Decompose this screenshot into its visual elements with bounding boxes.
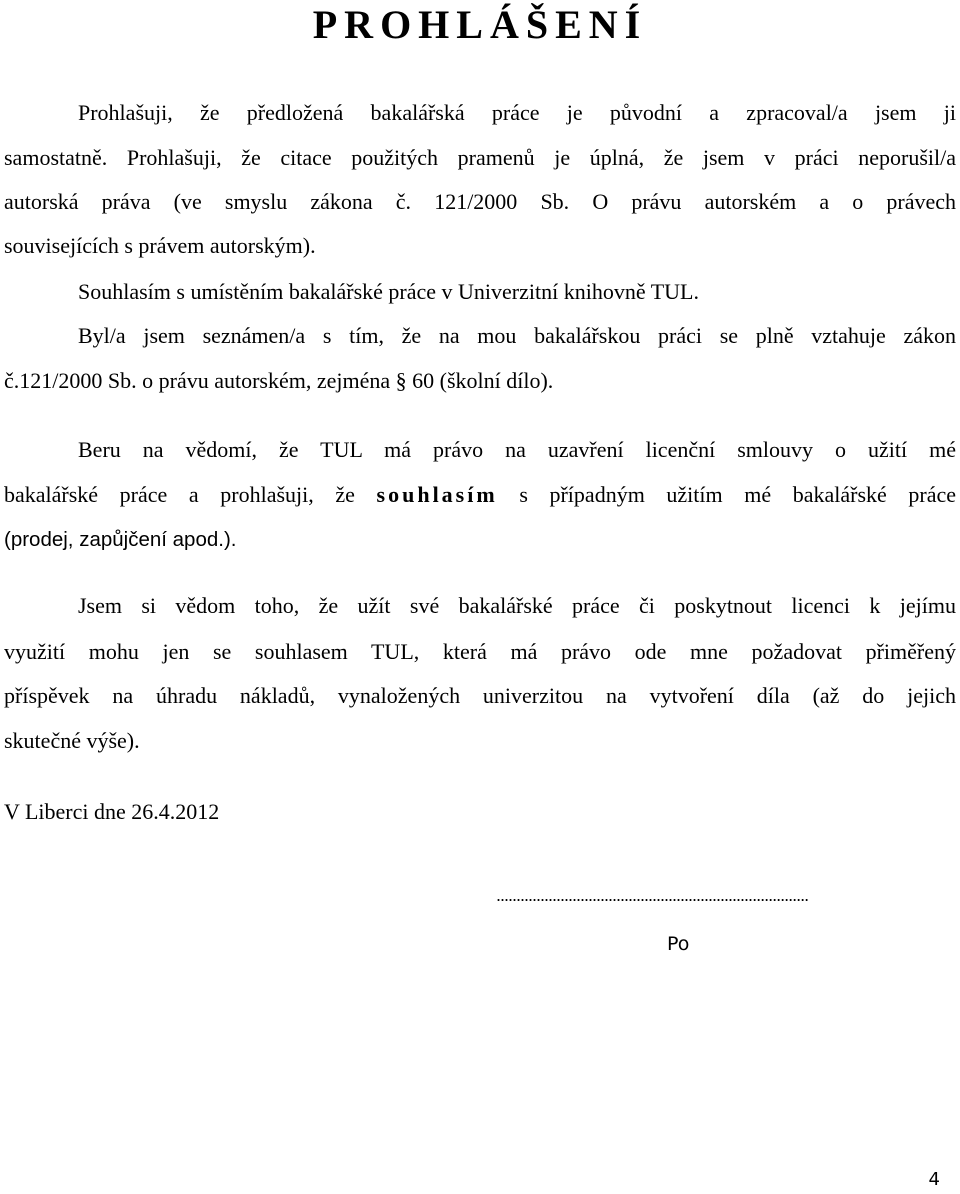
paragraph-4-line-2 (4, 480, 956, 510)
paragraph-5-line-1: Jsem si vědom toho, že užít své bakalářské práce či poskytnout licenci k jejímu (78, 593, 956, 618)
paragraph-1-line-2: samostatně. Prohlašuji, že citace použitých pramenů je úplná, že jsem v práci neporušil/a (4, 145, 956, 170)
page-number: 4 (928, 1169, 940, 1190)
signature-line: .............................................................................. (496, 885, 809, 905)
paragraph-3-line-2: č.121/2000 Sb. o právu autorském, zejména § 60 (školní dílo). (4, 368, 554, 393)
paragraph-4-line-3: (prodej, zapůjčení apod.). (4, 528, 237, 551)
paragraph-4-line-1: Beru na vědomí, že TUL má právo na uzavření licenční smlouvy o užití mé (78, 437, 956, 462)
paragraph-1-line-1: Prohlašuji, že předložená bakalářská práce je původní a zpracoval/a jsem ji (78, 100, 956, 125)
paragraph-1-line-3: autorská práva (ve smyslu zákona č. 121/2000 Sb. O právu autorském a o právech (4, 189, 956, 214)
paragraph-3-line-1: Byl/a jsem seznámen/a s tím, že na mou bakalářskou práci se plně vztahuje zákon (78, 323, 956, 348)
paragraph-4-line-2-before: bakalářské práce a prohlašuji, že (4, 482, 355, 507)
paragraph-2-line-1: Souhlasím s umístěním bakalářské práce v Univerzitní knihovně TUL. (78, 279, 699, 304)
page-title: PROHLÁŠENÍ (312, 2, 648, 47)
paragraph-4-line-2-after: s případným užitím mé bakalářské práce (519, 482, 957, 507)
paragraph-5-line-3: příspěvek na úhradu nákladů, vynaložených univerzitou na vytvoření díla (až do jejich (4, 683, 956, 708)
paragraph-5-line-4: skutečné výše). (4, 728, 140, 753)
emphasis-souhlasim: souhlasím (376, 482, 498, 507)
signer-name: Po (667, 933, 690, 955)
place-date: V Liberci dne 26.4.2012 (4, 799, 220, 824)
paragraph-1-line-4: souvisejících s právem autorským). (4, 233, 316, 258)
paragraph-5-line-2: využití mohu jen se souhlasem TUL, která má právo ode mne požadovat přiměřený (4, 639, 956, 664)
